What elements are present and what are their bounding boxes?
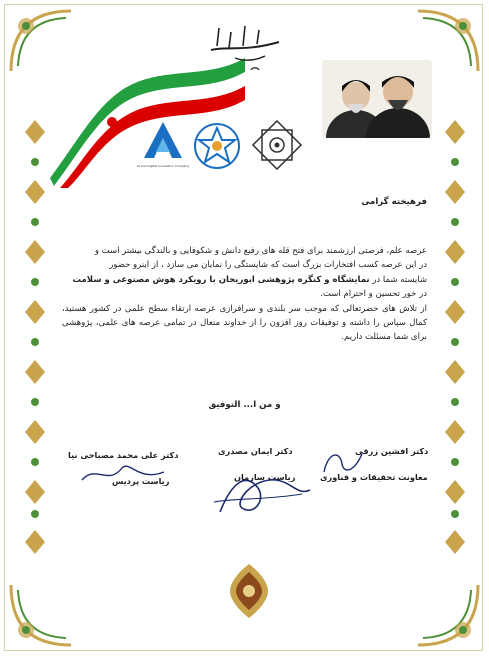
body-line-4: در خور تحسین و احترام است. bbox=[320, 289, 427, 300]
bottom-right-ornament bbox=[413, 580, 483, 650]
ministry-logo bbox=[193, 122, 241, 170]
signatory-3-name: دکتر افشین زرقی bbox=[355, 446, 429, 456]
event-title: نمایشگاه و کنگره پژوهشی ابوریحان با رویکرد هوش مصنوعی و سلامت bbox=[72, 274, 370, 285]
body-line-3-prefix: شایسته شما در bbox=[372, 274, 427, 285]
certificate-body bbox=[62, 244, 427, 345]
signatory-2-signature bbox=[206, 452, 316, 522]
right-border-pattern bbox=[440, 110, 470, 570]
body-line-2: در این عرصه کسب افتخارات بزرگ است که شایستگی را نمایان می سازد ، از اینرو حضور bbox=[109, 260, 427, 271]
ai-digital-innovation-logo bbox=[140, 120, 186, 162]
signatory-1-name: دکتر علی محمد مصباحی نیا bbox=[68, 450, 179, 460]
signatory-2-role: ریاست سازمان bbox=[234, 472, 296, 482]
bottom-left-ornament bbox=[6, 580, 76, 650]
salutation: فرهیخته گرامی bbox=[361, 197, 427, 207]
signatory-1-role: ریاست پردیس bbox=[112, 476, 170, 486]
closing-phrase: و من ا... التوفیق bbox=[208, 400, 281, 410]
leaders-portrait-image bbox=[322, 60, 432, 138]
bottom-medallion-ornament bbox=[228, 562, 270, 620]
body-line-3 bbox=[62, 273, 427, 287]
signatory-3-signature bbox=[318, 444, 368, 480]
body-line-1: عرصه علم، فرصتی ارزشمند برای فتح قله های رفیع دانش و شکوفایی و بالندگی بیشتر است و bbox=[94, 246, 427, 256]
signatory-1-signature bbox=[78, 456, 168, 488]
signatory-2-name: دکتر ایمان مصدری bbox=[218, 446, 293, 456]
ai-logo-caption: AI and Digital Innovation Company bbox=[136, 164, 190, 168]
signatory-3-role: معاونت تحقیقات و فناوری bbox=[320, 472, 428, 482]
bismillah-calligraphy bbox=[205, 16, 285, 76]
body-paragraph-2: از تلاش های حضرتعالی که موجب سر بلندی و سرافرازی عرصه ارتقاء سطح علمی در کشور هستید، کمال سپاس را داشته و توفیقات روز افزون را از خداوند متعال در تمامی عرصه های علمی، پژوهشی برای شما مسئلت داریم. bbox=[62, 303, 427, 343]
university-logo bbox=[252, 120, 302, 170]
